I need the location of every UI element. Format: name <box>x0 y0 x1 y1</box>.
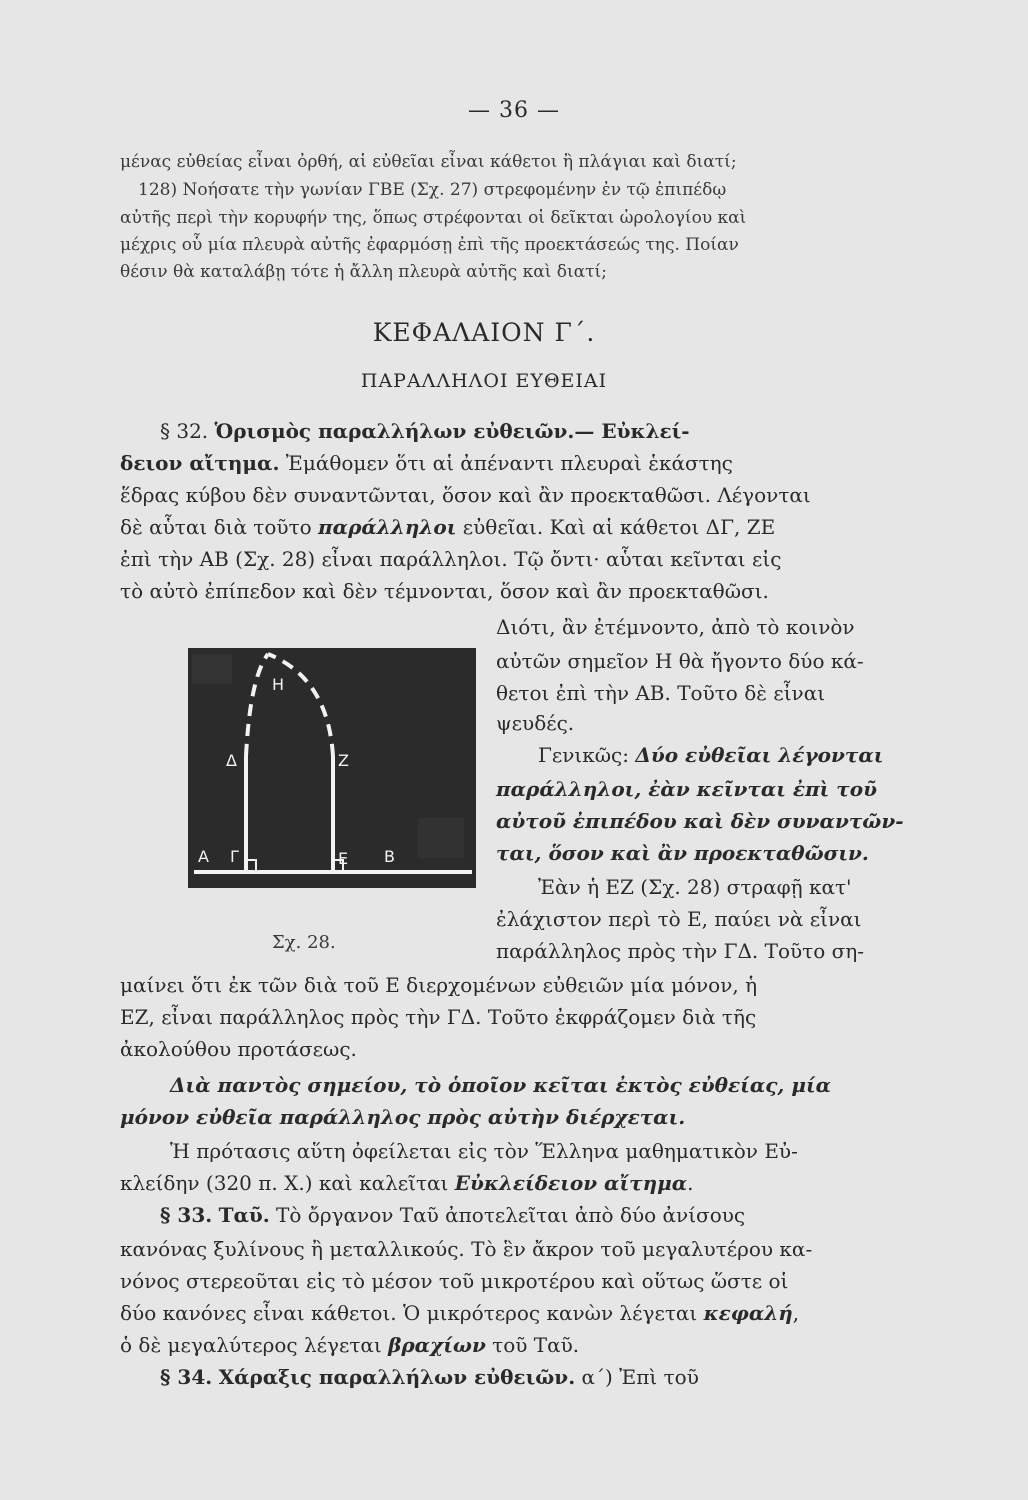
term-head: κεφαλή <box>703 1301 793 1325</box>
s32-line-f2: ΕΖ, εἶναι παράλληλος πρὸς τὴν ΓΔ. Τοῦτο ἐκφράζομεν διὰ τῆς <box>120 1005 757 1029</box>
s32-generally: Γενικῶς: <box>538 743 636 767</box>
intro-line-5: θέσιν θὰ καταλάβῃ τότε ἡ ἄλλη πλευρὰ αὐτῆς καὶ διατί; <box>120 262 607 282</box>
s33-line-3: νόνος στερεοῦται εἰς τὸ μέσον τοῦ μικροτέρου καὶ οὕτως ὥστε οἱ <box>120 1269 789 1293</box>
definition-start: Δύο εὐθεῖαι λέγονται <box>635 743 884 767</box>
intro-line-1: μένας εὐθείας εἶναι ὀρθή, αἱ εὐθεῖαι εἶναι κάθετοι ἢ πλάγιαι καὶ διατί; <box>120 152 737 172</box>
s32-right-9: Ἐὰν ἡ ΕΖ (Σχ. 28) στραφῇ κατ' <box>538 875 852 899</box>
s33-line-2: κανόνας ξυλίνους ἢ μεταλλικούς. Τὸ ἓν ἄκρον τοῦ μεγαλυτέρου κα- <box>120 1237 813 1261</box>
term-euclidean-postulate: Εὐκλείδειον αἴτημα <box>454 1171 688 1195</box>
s32-line-5: τὸ αὐτὸ ἐπίπεδον καὶ δὲν τέμνονται, ὅσον καὶ ἂν προεκταθῶσι. <box>120 579 769 603</box>
s33-line-1-text: Τὸ ὄργανον Ταῦ ἀποτελεῖται ἀπὸ δύο ἀνίσους <box>269 1203 746 1227</box>
s32-right-3: θετοι ἐπὶ τὴν ΑΒ. Τοῦτο δὲ εἶναι <box>496 681 826 705</box>
s32-line-3-pre: δὲ αὗται διὰ τοῦτο <box>120 515 319 539</box>
s32-right-2: αὐτῶν σημεῖον Η θὰ ἤγοντο δύο κά- <box>496 649 864 673</box>
s33-line-5-post: τοῦ Ταῦ. <box>485 1333 580 1357</box>
intro-line-2: 128) Νοήσατε τὴν γωνίαν ΓΒΕ (Σχ. 27) στρεφομένην ἐν τῷ ἐπιπέδῳ <box>138 180 727 200</box>
s33-line-4 <box>120 1300 799 1326</box>
s33-line-5 <box>120 1332 579 1358</box>
intro-line-4: μέχρις οὗ μία πλευρὰ αὐτῆς ἐφαρμόσῃ ἐπὶ τῆς προεκτάσεώς της. Ποίαν <box>120 235 739 255</box>
label-delta: Δ <box>226 751 237 770</box>
chapter-subtitle: ΠΑΡΑΛΛΗΛΟΙ ΕΥΘΕΙΑΙ <box>360 370 608 392</box>
s32-right-1: Διότι, ἂν ἐτέμνοντο, ἀπὸ τὸ κοινὸν <box>496 615 855 639</box>
definition-line-4: ται, ὅσον καὶ ἂν προεκταθῶσιν. <box>496 841 869 865</box>
s32-euclid-2-pre: κλείδην (320 π. Χ.) καὶ καλεῖται <box>120 1171 455 1195</box>
s32-right-11: παράλληλος πρὸς τὴν ΓΔ. Τοῦτο ση- <box>496 939 865 963</box>
s32-euclid-1: Ἡ πρότασις αὕτη ὀφείλεται εἰς τὸν Ἕλληνα μαθηματικὸν Εὐ- <box>170 1139 798 1163</box>
s32-right-4: ψευδές. <box>496 711 575 735</box>
label-epsilon: Ε <box>338 849 349 868</box>
figure-caption: Σχ. 28. <box>272 932 336 953</box>
s32-title-cont: δειον αἴτημα. <box>120 451 280 475</box>
s34-line-1 <box>160 1364 699 1390</box>
label-alpha: Α <box>198 847 209 866</box>
figure-28 <box>188 648 476 888</box>
s32-line-2: ἕδρας κύβου δὲν συναντῶνται, ὅσον καὶ ἂν προεκταθῶσι. Λέγονται <box>120 483 811 507</box>
page-number: — 36 — <box>468 98 560 123</box>
s32-right-10: ἐλάχιστον περὶ τὸ Ε, παύει νὰ εἶναι <box>496 907 862 931</box>
label-beta: Β <box>384 847 395 866</box>
euclid-axiom-line-1: Διὰ παντὸς σημείου, τὸ ὁποῖον κεῖται ἐκτὸς εὐθείας, μία <box>170 1073 832 1097</box>
label-zeta: Ζ <box>338 751 349 770</box>
s32-line-f3: ἀκολούθου προτάσεως. <box>120 1037 357 1061</box>
label-gamma: Γ <box>230 847 239 866</box>
intro-line-3: αὐτῆς περὶ τὴν κορυφήν της, ὅπως στρέφονται οἱ δεῖκται ὡρολογίου καὶ <box>120 208 747 228</box>
s34-marker: § 34. <box>160 1365 213 1389</box>
s32-title: Ὁρισμὸς παραλλήλων εὐθειῶν.— Εὐκλεί- <box>214 419 690 443</box>
s32-line-f1: μαίνει ὅτι ἐκ τῶν διὰ τοῦ Ε διερχομένων εὐθειῶν μία μόνον, ἡ <box>120 973 758 997</box>
s33-marker: § 33. <box>160 1203 213 1227</box>
s33-line-5-pre: ὁ δὲ μεγαλύτερος λέγεται <box>120 1333 389 1357</box>
definition-line-3: αὐτοῦ ἐπιπέδου καὶ δὲν συναντῶν- <box>496 809 904 833</box>
s32-euclid-2 <box>120 1170 694 1196</box>
s32-heading-line <box>160 418 690 444</box>
s33-title: Ταῦ. <box>218 1203 270 1227</box>
s32-euclid-2-post: . <box>687 1171 694 1195</box>
term-arm: βραχίων <box>388 1333 486 1357</box>
s32-line-1-text: Ἐμάθομεν ὅτι αἱ ἀπέναντι πλευραὶ ἑκάστης <box>279 451 733 475</box>
s32-line-1 <box>120 450 733 476</box>
figure-28-diagram <box>188 648 476 888</box>
s33-line-1 <box>160 1202 745 1228</box>
euclid-axiom-line-2: μόνον εὐθεῖα παράλληλος πρὸς αὐτὴν διέρχεται. <box>120 1105 686 1129</box>
s32-line-3 <box>120 514 775 540</box>
definition-line-2: παράλληλοι, ἐὰν κεῖνται ἐπὶ τοῦ <box>496 777 877 801</box>
s32-marker: § 32. <box>160 419 209 443</box>
s34-line-1-text: α΄) Ἐπὶ τοῦ <box>575 1365 699 1389</box>
term-parallel: παράλληλοι <box>318 515 457 539</box>
chapter-title: ΚΕΦΑΛΑΙΟΝ Γ΄. <box>372 318 596 347</box>
s34-title: Χάραξις παραλλήλων εὐθειῶν. <box>218 1365 576 1389</box>
label-eta: Η <box>272 675 285 694</box>
s32-right-5 <box>538 742 883 768</box>
s32-line-3-post: εὐθεῖαι. Καὶ αἱ κάθετοι ΔΓ, ΖΕ <box>456 515 776 539</box>
s33-line-4-pre: δύο κανόνες εἶναι κάθετοι. Ὁ μικρότερος κανὼν λέγεται <box>120 1301 704 1325</box>
s32-line-4: ἐπὶ τὴν ΑΒ (Σχ. 28) εἶναι παράλληλοι. Τῷ ὄντι· αὗται κεῖνται εἰς <box>120 547 782 571</box>
s33-line-4-post: , <box>792 1301 800 1325</box>
